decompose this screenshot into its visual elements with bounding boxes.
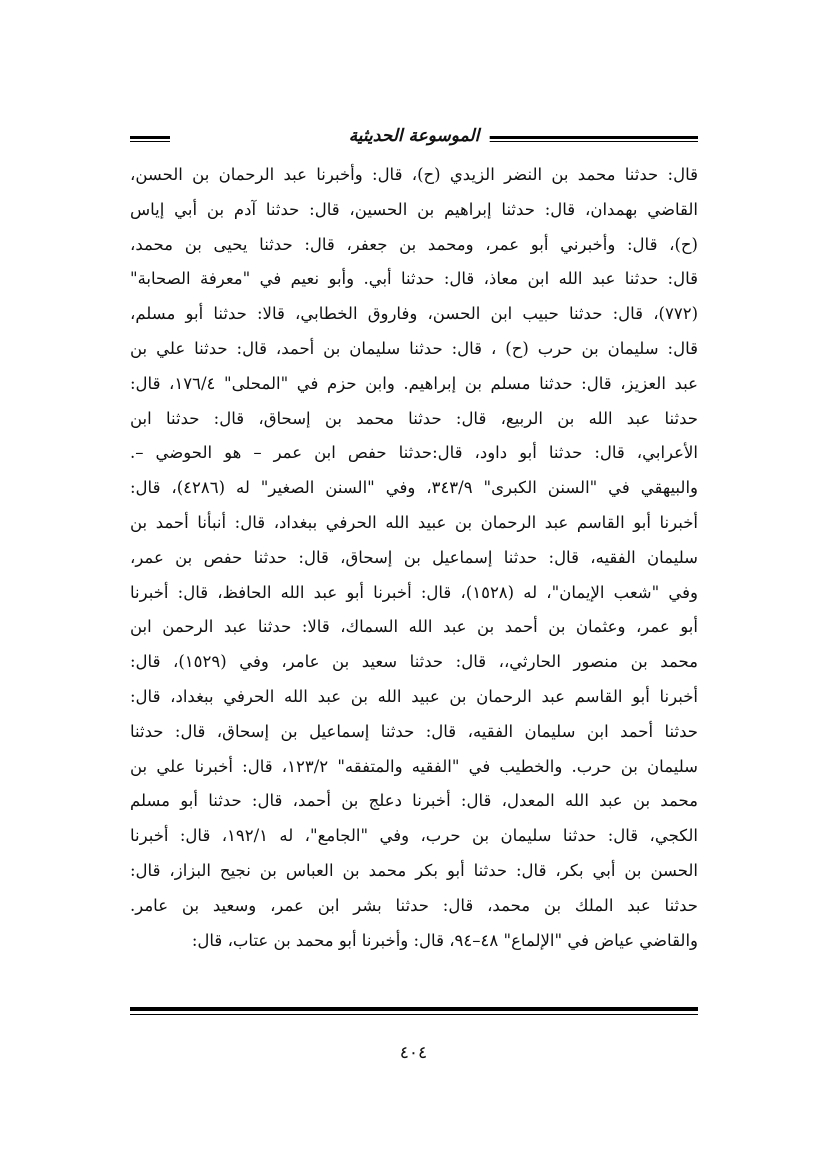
body-text bbox=[130, 158, 698, 958]
text-line: أخبرنا أبو القاسم عبد الرحمان بن عبيد الله الحرفي ببغداد، قال: أنبأنا أحمد بن bbox=[130, 512, 698, 532]
text-line: قال: حدثنا عبد الله ابن معاذ، قال: حدثنا أبي. وأبو نعيم في "معرفة الصحابة" bbox=[130, 269, 698, 289]
text-line: أخبرنا أبو القاسم عبد الرحمان بن عبيد الله بن عبد الله الحرفي ببغداد، قال: bbox=[130, 686, 698, 706]
page-number: ٤٠٤ bbox=[399, 1043, 428, 1063]
text-line: محمد بن منصور الحارثي،، قال: حدثنا سعيد بن عامر، وفي (١٥٢٩)، قال: bbox=[130, 652, 698, 672]
text-line: وفي "شعب الإيمان"، له (١٥٢٨)، قال: أخبرنا أبو عبد الله الحافظ، قال: أخبرنا bbox=[130, 582, 698, 602]
text-line: سليمان بن حرب. والخطيب في "الفقيه والمتفقه" ١٢٣/٢، قال: أخبرنا علي بن bbox=[130, 756, 698, 776]
header-rule-left bbox=[130, 136, 170, 139]
footer-rule-thick bbox=[130, 1007, 698, 1011]
footer-rule-thin bbox=[130, 1014, 698, 1015]
text-line: والقاضي عياض في "الإلماع" ٤٨–٩٤، قال: وأخبرنا أبو محمد بن عتاب، قال: bbox=[191, 930, 698, 950]
text-line: (ح)، قال: وأخبرني أبو عمر، ومحمد بن جعفر، قال: حدثنا يحيى بن محمد، bbox=[130, 234, 698, 254]
header-title: الموسوعة الحديثية bbox=[339, 125, 490, 147]
header-rule-right bbox=[488, 136, 698, 139]
text-line: قال: حدثنا محمد بن النضر الزيدي (ح)، قال: وأخبرنا عبد الرحمان بن الحسن، bbox=[130, 165, 698, 184]
text-line: محمد بن عبد الله المعدل، قال: أخبرنا دعلج بن أحمد، قال: حدثنا أبو مسلم bbox=[130, 791, 698, 811]
running-header bbox=[130, 125, 698, 149]
text-line: (٧٧٢)، قال: حدثنا حبيب ابن الحسن، وفاروق الخطابي، قالا: حدثنا أبو مسلم، bbox=[130, 304, 698, 324]
text-line: الكجي، قال: حدثنا سليمان بن حرب، وفي "الجامع"، له ١٩٢/١، قال: أخبرنا bbox=[130, 826, 698, 846]
text-line: عبد العزيز، قال: حدثنا مسلم بن إبراهيم. وابن حزم في "المحلى" ١٧٦/٤، قال: bbox=[130, 373, 698, 393]
text-line: سليمان الفقيه، قال: حدثنا إسماعيل بن إسحاق، قال: حدثنا حفص بن عمر، bbox=[130, 547, 698, 567]
text-line: حدثنا عبد الله بن الربيع، قال: حدثنا محمد بن إسحاق، قال: حدثنا ابن bbox=[130, 408, 698, 428]
text-line: قال: سليمان بن حرب (ح) ، قال: حدثنا سليمان بن أحمد، قال: حدثنا علي بن bbox=[130, 338, 698, 358]
text-line: الأعرابي، قال: حدثنا أبو داود، قال:حدثنا حفص ابن عمر – هو الحوضي –. bbox=[130, 443, 698, 463]
text-line: حدثنا أحمد ابن سليمان الفقيه، قال: حدثنا إسماعيل بن إسحاق، قال: حدثنا bbox=[130, 721, 698, 741]
text-line: أبو عمر، وعثمان بن أحمد بن عبد الله السماك، قالا: حدثنا عبد الرحمن ابن bbox=[130, 617, 698, 637]
text-line: القاضي بهمدان، قال: حدثنا إبراهيم بن الحسين، قال: حدثنا آدم بن أبي إياس bbox=[130, 199, 698, 219]
text-line: والبيهقي في "السنن الكبرى" ٣٤٣/٩، وفي "السنن الصغير" له (٤٢٨٦)، قال: bbox=[130, 478, 698, 498]
text-line: الحسن بن أبي بكر، قال: حدثنا أبو بكر محمد بن العباس بن نجيح البزاز، قال: bbox=[130, 860, 698, 880]
text-line: حدثنا عبد الملك بن محمد، قال: حدثنا بشر ابن عمر، وسعيد بن عامر. bbox=[130, 895, 698, 915]
